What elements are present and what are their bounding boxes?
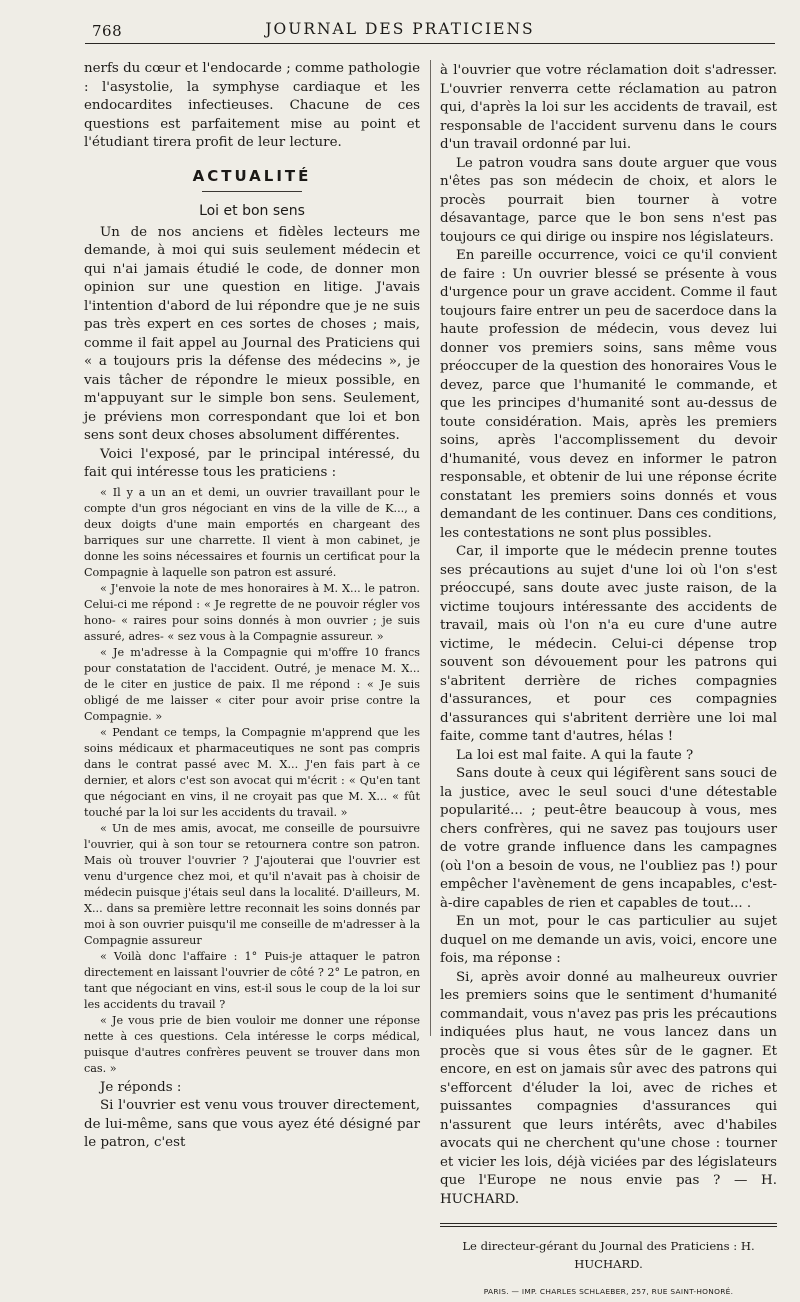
section-title-rule [202,191,302,192]
body-paragraph: En pareille occurrence, voici ce qu'il convient de faire : Un ouvrier blessé se présente à vous d'urgence pour un grave accident. Comme il faut toujours faire entrer un peu de sacerdoce dans la haute profession de médecin, vous devez lui donner vos premiers soins, sans même vous préoccuper de la question des honoraires Vous le devez, parce que l'humanité le commande, et que les principes d'humanité sont au-dessus de toute considération. Mais, après les premiers soins, après l'accomplissement du devoir d'humanité, vous devez en informer le patron responsable, et obtenir de lui une réponse écrite constatant les premiers soins donnés et vous demandant de les continuer. Dans ces conditions, les contestations ne sont plus possibles. [440,248,777,541]
body-paragraph: Voici l'exposé, par le principal intéressé, du fait qui intéresse tous les praticiens : [84,446,420,481]
article-title: Loi et bon sens [199,202,305,219]
director-credit: Le directeur-gérant du Journal des Praticiens : H. HUCHARD. [462,1239,755,1272]
reply-paragraph: Si l'ouvrier est venu vous trouver directement, de lui-même, sans que vous ayez été désigné par le patron, c'est [84,1098,420,1151]
printer-imprint: PARIS. — IMP. CHARLES SCHLAEBER, 257, RUE SAINT-HONORÉ. [483,1287,734,1297]
body-paragraph: Si, après avoir donné au malheureux ouvrier les premiers soins que le sentiment d'humanité commandait, vous n'avez pas pris les précautions indiquées plus haut, ne vous lancez dans un procès que si vous êtes sûr de le gagner. Et encore, en est on jamais sûr avec des patrons qui s'efforcent d'éluder la loi, avec de riches et puissantes compagnies d'assurances qui n'assurent que leurs intérêts, avec d'habiles avocats qui ne cherchent qu'une chose : tourner et vicier les lois, déjà viciées par des législateurs que l'Europe ne nous envie pas ? — H. HUCHARD. [440,969,777,1207]
quoted-letter: « Pendant ce temps, la Compagnie m'apprend que les soins médicaux et pharmaceutiques ne sont pas compris dans le contrat passé avec M. X... J'en fais part à ce dernier, et alors c'est son avocat qui m'écrit : « Qu'en tant que négociant en vins, il ne croyait pas que M. X... « fût touché par la loi sur les accidents du travail. » [84,725,420,819]
quoted-letter: « Un de mes amis, avocat, me conseille de poursuivre l'ouvrier, qui à son tour se retournera contre son patron. Mais où trouver l'ouvrier ? J'ajouterai que l'ouvrier est venu d'urgence chez moi, et qu'il n'avait pas à choisir de médecin puisque j'étais seul dans la localité. D'ailleurs, M. X... dans sa première lettre reconnait les soins donnés par moi à son ouvrier puisqu'il me conseille de m'adresser à la Compagnie assureur [84,821,420,947]
quoted-letter: « Voilà donc l'affaire : 1° Puis-je attaquer le patron directement en laissant l'ouvrier de côté ? 2° Le patron, en tant que négociant en vins, est-il sous le coup de la loi sur les accidents du travail ? [84,949,420,1011]
quoted-letter: « Je vous prie de bien vouloir me donner une réponse nette à ces questions. Cela intéresse le corps médical, puisque d'autres confrères peuvent se trouver dans mon cas. » [84,1013,420,1075]
quoted-letter: « Je m'adresse à la Compagnie qui m'offre 10 francs pour constatation de l'accident. Outré, je menace M. X... de le citer en justice de paix. Il me répond : « Je suis obligé de me laisser « citer pour avoir prise contre la Compagnie. » [84,645,420,723]
left-column [84,60,420,1153]
body-paragraph: La loi est mal faite. A qui la faute ? [456,747,694,763]
intro-paragraph: nerfs du cœur et l'endocarde ; comme pathologie : l'asystolie, la symphyse cardiaque et les endocardites infectieuses. Chacune de ces questions est parfaitement mise au point et l'étudiant tirera profit de leur lecture. [84,61,420,150]
footer-rule [440,1226,777,1227]
body-paragraph: Sans doute à ceux qui légifèrent sans souci de la justice, avec le seul souci d'une détestable popularité... ; peut-être beaucoup à vous, mes chers confrères, qui ne savez pas toujours user de votre grande influence dans les campagnes (où l'on a besoin de vous, ne l'oubliez pas !) pour empêcher l'avènement de gens incapables, c'est-à-dire capables de rien et capables de tout... . [440,766,777,911]
body-paragraph: Car, il importe que le médecin prenne toutes ses précautions au sujet d'une loi où l'on s'est préoccupé, sans doute avec juste raison, de la victime toujours intéressante des accidents de travail, mais où l'on n'a eu cure d'une autre victime, le médecin. Celui-ci dépense trop souvent son dévouement pour les patrons qui s'abritent derrière de riches compagnies d'assurances, et pour ces compagnies d'assurances qui s'abritent derrière une loi mal faite, comme tant d'autres, hélas ! [440,544,777,744]
body-paragraph: à l'ouvrier que votre réclamation doit s'adresser. L'ouvrier renverra cette réclamation au patron qui, d'après la loi sur les accidents de travail, est responsable de l'accident survenu dans le cours d'un travail ordonné par lui. [440,63,777,152]
header-rule [85,43,775,44]
body-paragraph: En un mot, pour le cas particulier au sujet duquel on me demande un avis, voici, encore une fois, ma réponse : [440,914,777,966]
body-paragraph: Le patron voudra sans doute arguer que vous n'êtes pas son médecin de choix, et alors le procès pourrait bien tourner à votre désavantage, parce que le bon sens n'est pas toujours ce qui dirige ou inspire nos législateurs. [440,155,777,245]
reply-heading: Je réponds : [100,1079,182,1095]
footer-rule [440,1223,777,1224]
quoted-letter: « Il y a un an et demi, un ouvrier travaillant pour le compte d'un gros négociant en vins de la ville de K..., a deux doigts d'une main emportés en chargeant des barriques sur une charrette. Il vient à mon cabinet, je donne les soins nécessaires et fournis un certificat pour la Compagnie à laquelle son patron est assuré. [84,485,420,579]
right-column [440,62,777,1302]
quoted-letter: « J'envoie la note de mes honoraires à M. X... le patron. Celui-ci me répond : « Je regrette de ne pouvoir régler vos hono- « raires pour soins donnés à mon ouvrier ; je suis assuré, adres- « sez vous à la Compagnie assureur. » [84,581,420,643]
page-number: 768 [92,22,123,40]
section-title: ACTUALITÉ [192,166,312,185]
column-divider [430,60,431,1036]
body-paragraph: Un de nos anciens et fidèles lecteurs me demande, à moi qui suis seulement médecin et qui n'ai jamais étudié le code, de donner mon opinion sur une question en litige. J'avais l'intention d'abord de lui répondre que je ne suis pas très expert en ces sortes de choses ; mais, comme il fait appel au Journal des Praticiens qui « a toujours pris la défense des médecins », je vais tâcher de répondre le mieux possible, en m'appuyant sur le simple bon sens. Seulement, je préviens mon correspondant que loi et bon sens sont deux choses absolument différentes. [84,224,420,444]
journal-running-title: JOURNAL DES PRATICIENS [265,20,535,38]
